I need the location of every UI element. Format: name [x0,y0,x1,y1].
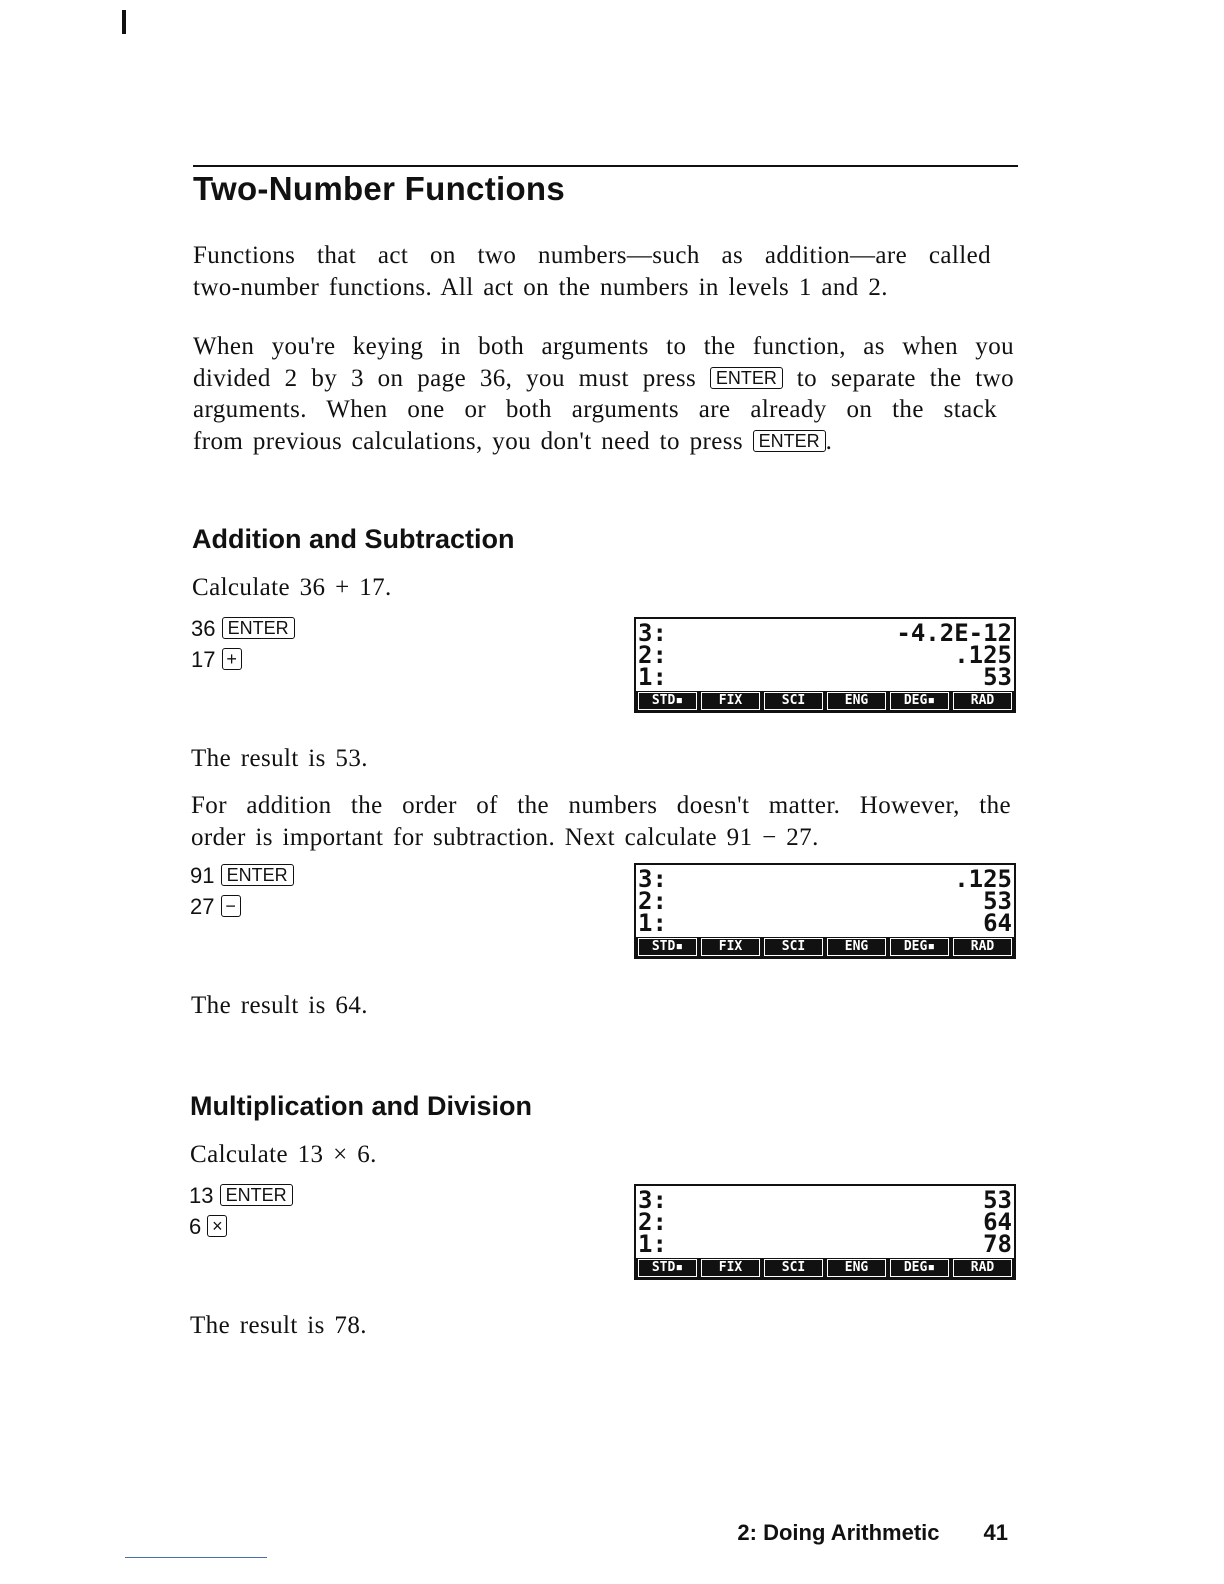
multiplication-keystrokes [189,1180,293,1242]
stack-value: -4.2E-12 [896,619,1012,647]
enter-key: ENTER [753,430,826,452]
stack-value: .125 [954,865,1012,893]
bottom-rule [125,1557,267,1558]
keystroke-number: 13 [189,1183,214,1208]
stack-level-label: 2: [638,887,667,915]
corner-mark [122,10,126,34]
stack-value: 53 [983,1186,1012,1214]
multiplication-prompt: Calculate 13 × 6. [190,1141,377,1168]
menu-key-fix: FIX [701,938,760,956]
stack-value: .125 [954,641,1012,669]
chapter-title: 2: Doing Arithmetic [737,1520,940,1545]
enter-line-2 [193,363,1014,395]
menu-key-rad: RAD [953,1259,1012,1277]
addition-prompt: Calculate 36 + 17. [192,574,392,601]
keystroke-number: 27 [190,894,215,919]
menu-key-rad: RAD [953,692,1012,710]
keystroke-number: 36 [191,616,216,641]
keystroke-number: 6 [189,1214,202,1239]
multiplication-result: The result is 78. [190,1312,367,1339]
enter-paragraph [193,331,1014,457]
enter-line-1: When you're keying in both arguments to the function, as when you [193,333,1014,360]
menu-key-std: STD▪ [638,1259,697,1277]
enter-line-2-text: divided 2 by 3 on page 36, you must press [193,364,697,392]
menu-key-deg: DEG▪ [890,938,949,956]
enter-line-4 [193,426,1014,458]
stack-level-1 [638,1232,1012,1256]
multiplication-heading: Multiplication and Division [190,1091,533,1121]
stack-level-2 [638,1210,1012,1234]
menu-key-row [636,1258,1014,1278]
enter-line-4-text: from previous calculations, you don't need to press [193,427,743,455]
calculator-display [634,1184,1016,1280]
keystroke-row [189,1180,293,1211]
keystroke-row [191,613,295,644]
calculator-display [634,863,1016,959]
stack-level-3 [638,867,1012,891]
enter-line-4-tail: . [825,427,833,455]
page-footer [737,1520,1008,1546]
multiply-key: × [207,1215,227,1237]
stack-level-2 [638,889,1012,913]
keystroke-row [190,860,294,891]
stack-value: 64 [983,909,1012,937]
menu-key-fix: FIX [701,692,760,710]
keystroke-number: 17 [191,647,216,672]
intro-line-1: Functions that act on two numbers—such as addition—are called [193,242,991,269]
minus-key: − [221,895,241,917]
stack-level-2 [638,643,1012,667]
enter-key: ENTER [710,367,783,389]
menu-key-fix: FIX [701,1259,760,1277]
plus-key: + [222,648,242,670]
subtraction-note-line-2: order is important for subtraction. Next calculate 91 − 27. [191,823,819,851]
stack-level-1 [638,665,1012,689]
menu-key-sci: SCI [764,938,823,956]
stack-value: 53 [983,887,1012,915]
stack-level-label: 2: [638,1208,667,1236]
keystroke-row [189,1211,293,1242]
menu-key-std: STD▪ [638,938,697,956]
intro-line-2: two-number functions. All act on the numbers in levels 1 and 2. [193,273,888,301]
subtraction-result: The result is 64. [191,992,368,1019]
menu-key-deg: DEG▪ [890,1259,949,1277]
subtraction-note-line-1: For addition the order of the numbers doesn't matter. However, the [191,792,1011,819]
page-number: 41 [983,1520,1008,1545]
menu-key-deg: DEG▪ [890,692,949,710]
addition-result: The result is 53. [191,745,368,772]
addition-heading: Addition and Subtraction [192,524,515,554]
menu-key-eng: ENG [827,938,886,956]
stack-value: 78 [983,1230,1012,1258]
stack-level-label: 3: [638,865,667,893]
enter-line-2-tail: to separate the two [796,364,1014,392]
stack-level-label: 3: [638,1186,667,1214]
stack-level-1 [638,911,1012,935]
menu-key-row [636,691,1014,711]
top-rule [193,165,1018,167]
stack-level-label: 1: [638,909,667,937]
enter-key: ENTER [222,617,295,639]
stack-value: 64 [983,1208,1012,1236]
intro-paragraph [193,240,991,303]
menu-key-std: STD▪ [638,692,697,710]
menu-key-row [636,937,1014,957]
stack-level-label: 3: [638,619,667,647]
stack-level-label: 2: [638,641,667,669]
menu-key-sci: SCI [764,692,823,710]
keystroke-number: 91 [190,863,215,888]
subtraction-note [191,790,1011,853]
menu-key-sci: SCI [764,1259,823,1277]
enter-key: ENTER [221,864,294,886]
section-title: Two-Number Functions [193,170,566,207]
enter-key: ENTER [220,1184,293,1206]
menu-key-eng: ENG [827,692,886,710]
subtraction-keystrokes [190,860,294,922]
calculator-display [634,617,1016,713]
stack-value: 53 [983,663,1012,691]
keystroke-row [190,891,294,922]
stack-level-label: 1: [638,1230,667,1258]
stack-level-label: 1: [638,663,667,691]
stack-level-3 [638,1188,1012,1212]
menu-key-rad: RAD [953,938,1012,956]
keystroke-row [191,644,295,675]
enter-line-3: arguments. When one or both arguments are already on the stack [193,396,997,423]
menu-key-eng: ENG [827,1259,886,1277]
addition-keystrokes [191,613,295,675]
